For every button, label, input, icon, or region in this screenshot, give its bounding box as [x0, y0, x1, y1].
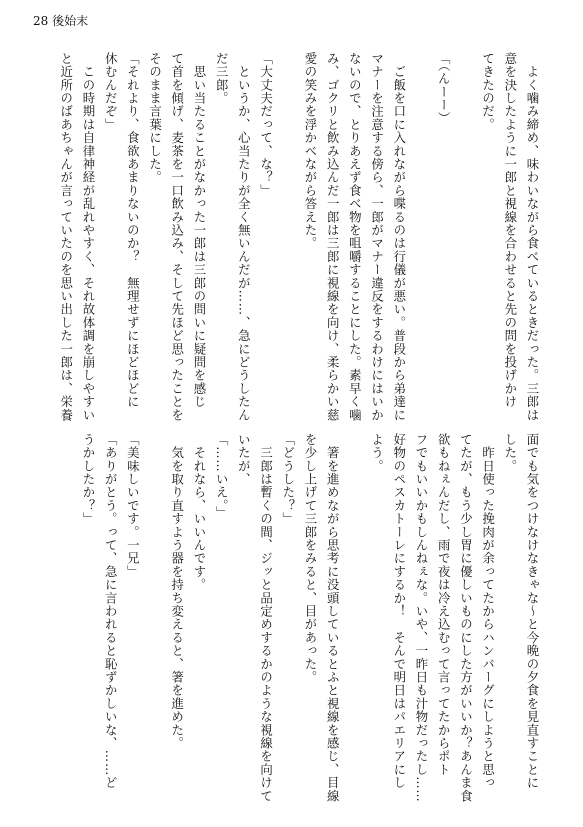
text-line: よく噛み締め、味わいながら食べているときだった。三郎は: [525, 52, 540, 422]
text-line: というか、心当たりが全く無いんだが……、急にどうしたん: [236, 52, 252, 422]
text-line: [343, 433, 365, 788]
text-line: [410, 52, 432, 377]
text-line: だ三郎。: [214, 52, 230, 105]
text-line: よう。: [369, 433, 385, 473]
text-line: うかしたか？」: [80, 433, 96, 526]
text-line: [277, 52, 299, 377]
text-line: 面でも気をつけなけなきゃな〜と今晩の夕食を見直すことに: [525, 433, 540, 790]
text-line: フでもいいかもしんねぇな。いや、一昨日も汁物だったし……: [413, 433, 429, 803]
text-line: 「（んーー）: [436, 52, 452, 125]
text-line: を少し上げて三郎をみると、目があった。: [302, 433, 318, 684]
text-line: てきたのだ。: [480, 52, 496, 132]
text-line: 意を決したように一郎と視線を合わせると先の問を投げかけ: [502, 52, 518, 409]
text-line: [143, 433, 165, 788]
text-line: した。: [502, 433, 518, 473]
text-line: 昨日使った挽肉が余ってたからハンバーグにしようと思っ: [480, 433, 496, 790]
page-header: [33, 14, 88, 28]
text-line: この時期は自律神経が乱れやすく、それ故体調を崩しやすい: [80, 52, 96, 422]
text-line: それなら、いいんです。: [191, 433, 207, 592]
text-line: 気を取り直すよう器を持ち変えると、箸を進めた。: [169, 433, 185, 750]
chapter-title: 後始末: [52, 14, 89, 28]
text-line: 「大丈夫だって、な？」: [258, 52, 274, 198]
lower-text-block: [77, 433, 543, 803]
text-line: 「それより、食欲あまりないのか？ 無理せずにほどほどに: [125, 52, 141, 409]
text-line: 思い当たることがなかった一郎は三郎の問いに疑問を感じ: [191, 52, 207, 409]
text-line: 「ありがとう。って、急に言われると恥ずかしいな、……ど: [103, 433, 119, 790]
text-line: 欲もねぇんだし、雨で夜は冷え込むって言ってたからポト: [436, 433, 452, 777]
text-line: てたが、もう少し胃に優しいものにした方がいいか？あんま食: [458, 433, 474, 803]
text-line: そのまま言葉にした。: [147, 52, 163, 184]
upper-text-block: [55, 52, 543, 422]
text-line: 箸を進めながら思考に没頭しているとふと視線を感じ、目線: [325, 433, 341, 803]
text-line: [454, 52, 476, 377]
text-line: ご飯を口に入れながら喋るのは行儀が悪い。普段から弟達に: [391, 52, 407, 422]
page-number: 28: [33, 14, 49, 28]
text-line: 休むんだぞ」: [103, 52, 119, 132]
text-line: 「美味しいです。一兄」: [125, 433, 141, 579]
text-line: と近所のばあちゃんが言っていたのを思い出した一郎は、栄養: [58, 52, 74, 422]
text-line: ないので、とりあえず食べ物を咀嚼することにした。素早く噛: [347, 52, 363, 422]
text-line: 愛の笑みを浮かべながら答えた。: [302, 52, 318, 250]
text-line: マナーを注意する傍ら、一郎がマナー違反をするわけにはいか: [369, 52, 385, 422]
text-line: み、ゴクリと飲み込んだ一郎は三郎に視線を向け、柔らかい慈: [325, 52, 341, 422]
text-line: いたが、: [236, 433, 252, 486]
text-line: 三郎は暫くの間、ジッと品定めするかのような視線を向けて: [258, 433, 274, 803]
text-line: て首を傾げ、麦茶を一口飲み込み、そして先ほど思ったことを: [169, 52, 185, 422]
text-line: 「どうした？」: [280, 433, 296, 526]
text-line: 好物のペスカトーレにするか！ そんで明日はパエリアにし: [391, 433, 407, 790]
text-line: 「……いえ。」: [214, 433, 230, 520]
